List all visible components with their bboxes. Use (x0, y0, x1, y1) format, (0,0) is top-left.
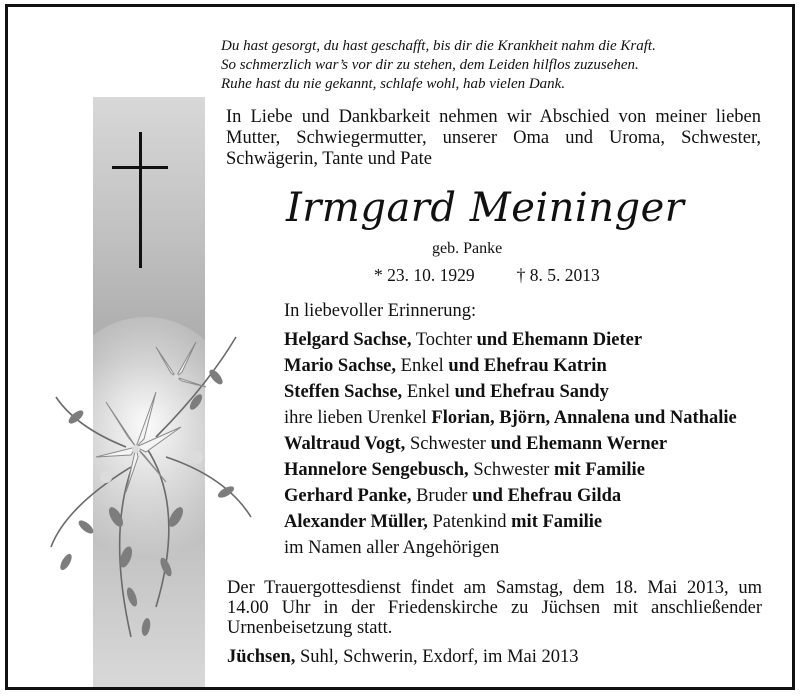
mourner-row (284, 327, 737, 353)
deceased-name: Irmgard Meininger (286, 185, 685, 231)
mourner-row (284, 431, 737, 457)
mourner-name-bold: Steffen Sachse, (284, 382, 403, 402)
mourner-relation: ihre lieben Urenkel (284, 408, 432, 428)
mourners-list (284, 327, 737, 561)
obituary-notice (5, 4, 795, 690)
mourner-row (284, 405, 737, 431)
mourner-row (284, 509, 737, 535)
mourner-name-bold: Mario Sachse, (284, 356, 397, 376)
poem-line: Ruhe hast du nie gekannt, schlafe wohl, hab vielen Dank. (221, 76, 566, 92)
mourner-relation: Bruder (411, 486, 473, 506)
mourner-relation: Schwester (405, 434, 491, 454)
birth-name: geb. Panke (432, 240, 503, 257)
life-dates (374, 265, 600, 286)
mourner-relation: Tochter (411, 330, 477, 350)
memorial-lead: In liebevoller Erinnerung: (284, 301, 477, 321)
mourner-relation: Schwester (468, 460, 554, 480)
mourner-name-bold: Florian, Björn, Annalena und Nathalie (431, 408, 737, 428)
mourner-name-bold: mit Familie (553, 460, 645, 480)
mourner-name-bold: Waltraud Vogt, (284, 434, 406, 454)
mourner-row (284, 457, 737, 483)
mourner-name-bold: und Ehemann Dieter (476, 330, 643, 350)
cross-icon (139, 132, 142, 268)
cross-icon-beam (112, 166, 168, 169)
mourner-name-bold: und Ehemann Werner (490, 434, 668, 454)
place-and-date (227, 647, 579, 668)
mourner-name-bold: und Ehefrau Katrin (448, 356, 607, 376)
place-town: Jüchsen, (227, 647, 296, 667)
place-rest: Suhl, Schwerin, Exdorf, im Mai 2013 (295, 647, 579, 667)
mourner-name-bold: und Ehefrau Sandy (454, 382, 609, 402)
poem-line: Du hast gesorgt, du hast geschafft, bis dir die Krankheit nahm die Kraft. (221, 38, 656, 54)
mourner-name-bold: Gerhard Panke, (284, 486, 412, 506)
mourner-relation: Patenkind (427, 512, 512, 532)
mourner-relation: Enkel (402, 382, 455, 402)
mourner-name-bold: Helgard Sachse, (284, 330, 412, 350)
birth-date: * 23. 10. 1929 (374, 265, 475, 285)
death-date: † 8. 5. 2013 (516, 265, 600, 285)
intro-text: In Liebe und Dankbarkeit nehmen wir Abschied von meiner lieben Mutter, Schwiegermutter, unserer Oma und Uroma, Schwester, Schwägerin, Tante und Pate (226, 107, 761, 169)
mourner-row (284, 535, 737, 561)
mourner-name-bold: mit Familie (511, 512, 603, 532)
mourner-name-bold: Alexander Müller, (284, 512, 428, 532)
mourner-name-bold: und Ehefrau Gilda (472, 486, 622, 506)
poem (221, 37, 656, 94)
mourner-row (284, 483, 737, 509)
poem-line: So schmerzlich war’s vor dir zu stehen, dem Leiden hilflos zuzusehen. (221, 57, 639, 73)
service-info: Der Trauergottesdienst findet am Samstag, dem 18. Mai 2013, um 14.00 Uhr in der Friedenskirche zu Jüchsen mit anschließender Urnenbeisetzung statt. (227, 578, 762, 638)
mourner-relation: Enkel (396, 356, 449, 376)
mourner-name-bold: Hannelore Sengebusch, (284, 460, 469, 480)
mourner-row (284, 379, 737, 405)
mourner-relation: im Namen aller Angehörigen (284, 538, 500, 558)
mourner-row (284, 353, 737, 379)
